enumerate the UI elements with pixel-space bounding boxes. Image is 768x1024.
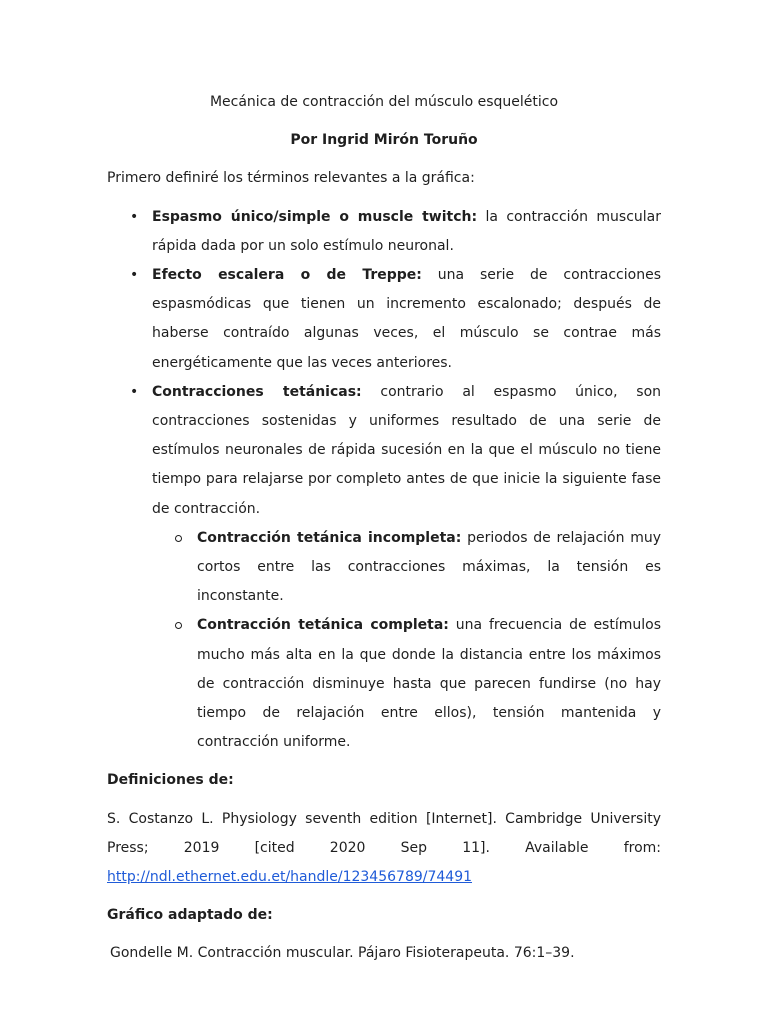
reference-2-text: Gondelle M. Contracción muscular. Pájaro Fisioterapeuta. 76:1–39. [110,945,575,962]
reference-1-text: S. Costanzo L. Physiology seventh edition [Internet]. Cambridge University Press; 2019 [cited 2020 Sep 11]. Available from: [107,810,661,856]
reference-1-link-line [107,863,661,892]
term-definition: una serie de contracciones espasmódicas que tienen un incremento escalonado; después de haberse contraído algunas veces, el músculo se contrae más energéticamente que las veces anteriores. [152,267,661,371]
subterm-label: Contracción tetánica completa: [197,617,449,634]
document-author: Por Ingrid Mirón Toruño [290,132,478,149]
reference-1-link[interactable]: http://ndl.ethernet.edu.et/handle/123456789/74491 [107,869,473,886]
definitions-heading: Definiciones de: [107,772,234,789]
document-body [107,88,661,969]
graph-heading: Gráfico adaptado de: [107,907,273,924]
term-label: Espasmo único/simple o muscle twitch: [152,208,478,225]
subterm-definition: una frecuencia de estímulos mucho más alta en la que donde la distancia entre los máximos de contracción disminuye hasta que parecen fundirse (no hay tiempo de relajación entre ellos), tensión mantenida y contracción uniforme. [197,617,661,751]
subterm-definition: periodos de relajación muy cortos entre las contracciones máximas, la tensión es inconstante. [197,529,662,605]
term-definition: la contracción muscular rápida dada por un solo estímulo neuronal. [152,208,661,254]
list-item [107,611,661,757]
list-item [107,378,661,524]
term-definition: contrario al espasmo único, son contracciones sostenidas y uniformes resultado de una serie de estímulos neuronales de rápida sucesión en la que el músculo no tiene tiempo para relajarse por completo antes de que inicie la siguiente fase de contracción. [152,383,662,517]
subterms-list [107,524,661,758]
intro-paragraph: Primero definiré los términos relevantes a la gráfica: [107,170,475,187]
list-item [107,203,661,261]
hollow-bullet-icon [175,622,182,629]
list-item [107,261,661,378]
term-label: Efecto escalera o de Treppe: [152,267,422,284]
list-item [107,524,661,612]
hollow-bullet-icon [175,535,182,542]
terms-list [107,203,661,524]
term-label: Contracciones tetánicas: [152,383,362,400]
subterm-label: Contracción tetánica incompleta: [197,529,462,546]
document-title: Mecánica de contracción del músculo esquelético [209,94,559,110]
